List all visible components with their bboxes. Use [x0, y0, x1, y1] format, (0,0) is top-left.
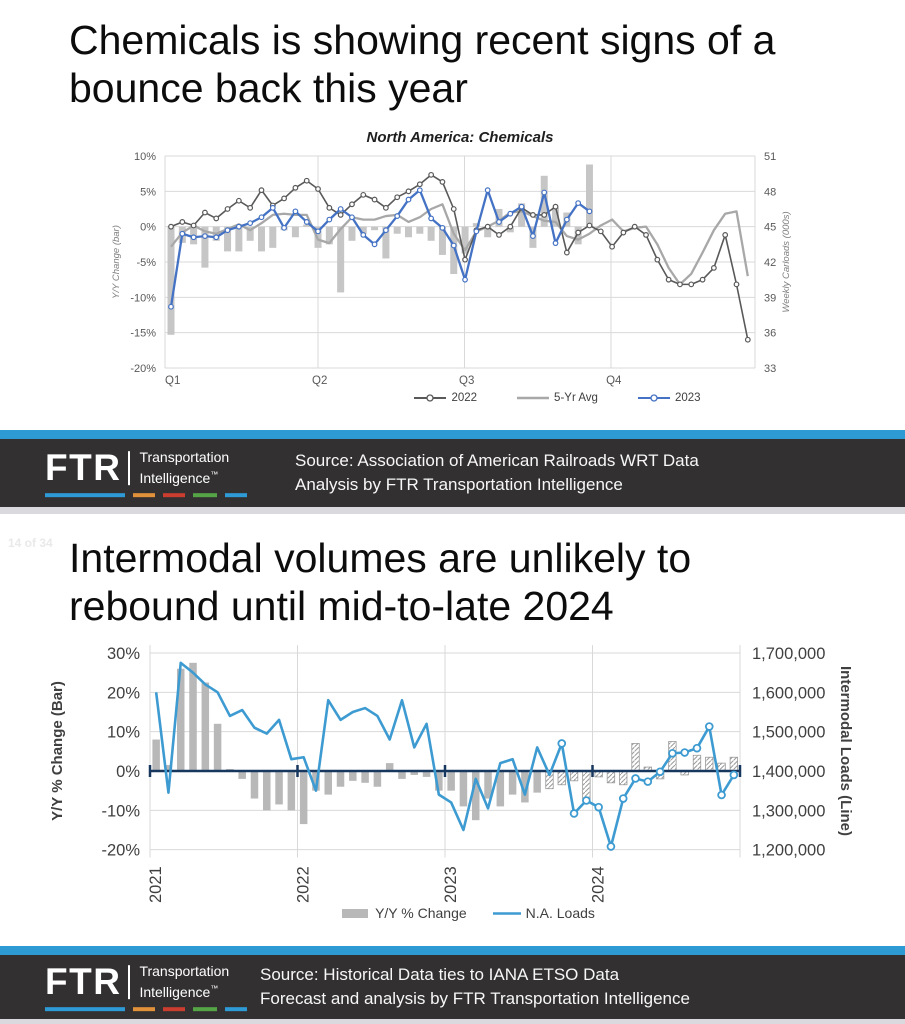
svg-text:Intermodal Loads (Line): Intermodal Loads (Line) [837, 665, 854, 837]
legend2-item-n-a-loads [493, 905, 595, 921]
ftr-tagline-2: Transportation Intelligence™ [139, 963, 230, 1000]
slide1-title-line1: Chemicals is showing recent signs of a [69, 17, 776, 63]
svg-text:42: 42 [764, 257, 777, 269]
slide2-title [69, 534, 691, 630]
footer1-dark-band [0, 439, 905, 507]
svg-text:1,600,000: 1,600,000 [752, 684, 826, 703]
slide-chemicals [0, 0, 905, 430]
footer2-source-text: Source: Historical Data ties to IANA ETSO Data Forecast and analysis by FTR Transportation Intelligence [260, 965, 690, 1008]
legend1-swatch [517, 393, 549, 403]
ftr-logo [45, 449, 247, 497]
chemicals-chart-legend [105, 392, 905, 404]
legend2-swatch [342, 907, 370, 919]
page-indicator: 14 of 34 [8, 536, 53, 550]
slide1-title-line2: bounce back this year [69, 65, 468, 111]
logo-dash-0 [45, 493, 125, 497]
svg-text:Weekly Carloads (000s): Weekly Carloads (000s) [781, 211, 792, 313]
slide2-title-line2: rebound until mid-to-late 2024 [69, 583, 614, 629]
svg-text:1,500,000: 1,500,000 [752, 723, 826, 742]
svg-text:2021: 2021 [147, 866, 165, 903]
svg-text:36: 36 [764, 327, 777, 340]
svg-text:1,400,000: 1,400,000 [752, 763, 826, 781]
logo-dash-2 [163, 1007, 185, 1011]
slide2-title-line1: Intermodal volumes are unlikely to [69, 535, 692, 581]
svg-text:33: 33 [764, 363, 777, 375]
legend1-item-5-yr-avg [517, 392, 598, 404]
svg-text:2023: 2023 [442, 866, 460, 903]
footer1-source-text: Source: Association of American Railroads WRT Data Analysis by FTR Transportation Intelligence [295, 451, 699, 494]
ftr-logo-text-2: FTR [45, 961, 122, 1003]
svg-text:Q2: Q2 [312, 375, 328, 387]
legend1-item-2022 [414, 392, 477, 404]
chart1-bars [168, 164, 593, 334]
svg-text:10%: 10% [133, 151, 156, 163]
svg-text:5%: 5% [140, 186, 156, 199]
trademark-symbol: ™ [210, 470, 219, 480]
svg-text:2022: 2022 [294, 866, 313, 903]
footer2-dark-band [0, 955, 905, 1019]
slide-intermodal [0, 514, 905, 946]
legend2-label: Y/Y % Change [375, 905, 467, 921]
svg-text:1,700,000: 1,700,000 [752, 645, 826, 664]
footer2-blue-band [0, 946, 905, 955]
logo-dash-0 [45, 1007, 125, 1011]
logo-dash-1 [133, 1007, 155, 1011]
legend1-label: 5-Yr Avg [554, 392, 598, 404]
footer-chemicals [0, 430, 905, 514]
svg-text:45: 45 [764, 221, 777, 234]
logo-color-dashes [45, 493, 247, 497]
logo-dash-4 [225, 493, 247, 497]
ftr-logo-2 [45, 963, 247, 1011]
legend1-swatch [638, 393, 670, 403]
chart1-series-5-yr-avg [171, 204, 748, 284]
svg-text:1,300,000: 1,300,000 [752, 802, 826, 821]
logo-dash-3 [193, 493, 217, 497]
svg-text:10%: 10% [106, 723, 140, 742]
logo-divider-2 [128, 965, 130, 999]
svg-text:-10%: -10% [101, 802, 140, 821]
svg-text:0%: 0% [140, 221, 156, 234]
logo-dash-2 [163, 493, 185, 497]
logo-color-dashes-2 [45, 1007, 247, 1011]
svg-text:1,200,000: 1,200,000 [752, 841, 826, 860]
svg-text:0%: 0% [116, 763, 140, 781]
svg-text:2024: 2024 [589, 866, 608, 903]
footer2-light-strip [0, 1019, 905, 1024]
legend1-label: 2022 [451, 392, 478, 404]
svg-text:-5%: -5% [136, 257, 156, 269]
footer1-light-strip [0, 507, 905, 514]
svg-text:48: 48 [764, 186, 777, 199]
svg-text:20%: 20% [106, 684, 140, 703]
ftr-logo-text: FTR [45, 447, 122, 489]
svg-text:30%: 30% [106, 645, 140, 664]
trademark-symbol-2: ™ [210, 984, 219, 994]
legend1-item-2023 [638, 392, 701, 404]
footer1-blue-band [0, 430, 905, 439]
legend2-item-y-y-change [342, 905, 467, 921]
svg-text:-15%: -15% [130, 327, 156, 340]
legend2-label: N.A. Loads [525, 905, 595, 921]
logo-dash-3 [193, 1007, 217, 1011]
ftr-tagline: Transportation Intelligence™ [139, 449, 230, 486]
svg-text:-20%: -20% [101, 841, 140, 860]
svg-text:Q1: Q1 [165, 375, 181, 387]
svg-text:Q3: Q3 [459, 375, 475, 387]
slide1-title [69, 16, 775, 112]
legend1-label: 2023 [674, 392, 701, 404]
svg-text:Y/Y Change (bar): Y/Y Change (bar) [111, 225, 122, 299]
chart2-loads-line [156, 663, 737, 850]
chart1-title: North America: Chemicals [366, 129, 554, 146]
svg-text:51: 51 [764, 151, 777, 163]
logo-dash-4 [225, 1007, 247, 1011]
logo-divider [128, 451, 130, 485]
logo-dash-1 [133, 493, 155, 497]
legend1-swatch [414, 393, 446, 403]
svg-text:-10%: -10% [130, 292, 156, 305]
intermodal-chart-legend [16, 905, 905, 921]
svg-text:Q4: Q4 [606, 375, 622, 387]
svg-text:-20%: -20% [130, 363, 156, 375]
svg-text:Y/Y % Change (Bar): Y/Y % Change (Bar) [49, 681, 66, 821]
chart2-grid [150, 645, 740, 857]
legend2-swatch [493, 907, 521, 919]
footer-intermodal [0, 946, 905, 1024]
svg-text:39: 39 [764, 292, 777, 305]
